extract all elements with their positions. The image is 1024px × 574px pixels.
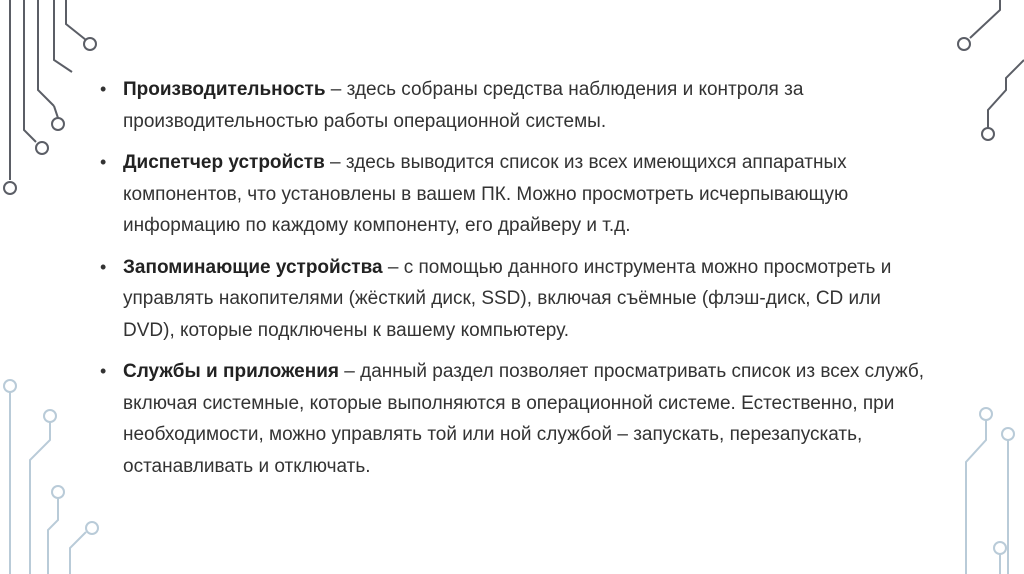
- item-term: Службы и приложения: [123, 361, 339, 382]
- circuit-top-left: [4, 0, 96, 194]
- bullet-icon: •: [100, 256, 107, 277]
- bullet-list: [100, 74, 930, 492]
- item-term: Производительность: [123, 79, 326, 100]
- item-description: – здесь собраны средства наблюдения и контроля за производительностью работы операционной системы.: [123, 79, 804, 132]
- bullet-icon: •: [100, 152, 107, 172]
- list-item: [100, 252, 930, 347]
- item-description: – с помощью данного инструмента можно просмотреть и управлять накопителями (жёсткий диск, SSD), включая съёмные (флэш-диск, CD или DVD), которые подключены к вашему компьютеру.: [123, 256, 892, 341]
- circuit-bottom-left: [4, 380, 98, 574]
- bullet-icon: •: [100, 361, 107, 381]
- list-item: [100, 356, 930, 482]
- item-description: – здесь выводится список из всех имеющихся аппаратных компонентов, что установлены в вашем ПК. Можно просмотреть исчерпывающую информацию по каждому компоненту, его драйверу и т.д.: [123, 152, 849, 236]
- circuit-top-right: [958, 0, 1024, 140]
- circuit-bottom-right: [966, 408, 1014, 574]
- list-item: [100, 74, 930, 137]
- item-term: Запоминающие устройства: [123, 256, 383, 278]
- item-term: Диспетчер устройств: [123, 152, 325, 173]
- list-item: [100, 147, 930, 242]
- item-description: – данный раздел позволяет просматривать список из всех служб, включая системные, которые выполняются в операционной системе. Естественно, при необходимости, можно управлять той или ной службой – запускать, перезапускать, останавливать и отключать.: [123, 361, 925, 477]
- bullet-icon: •: [100, 79, 107, 99]
